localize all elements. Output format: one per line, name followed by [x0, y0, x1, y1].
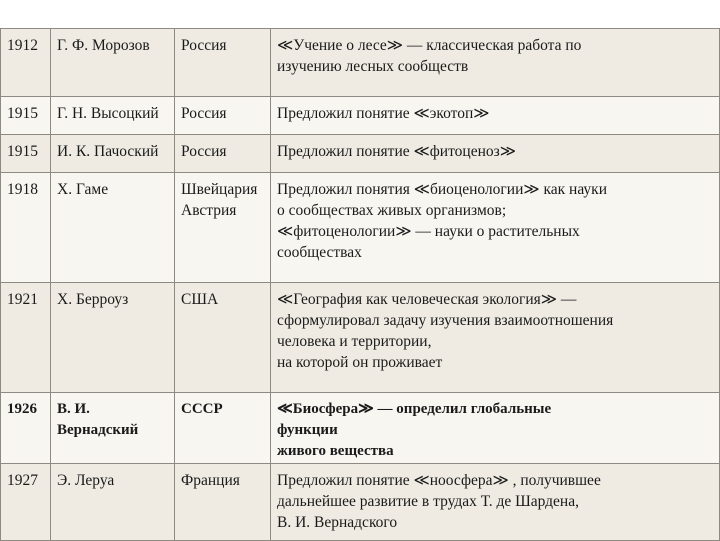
country-cell: Франция — [175, 464, 271, 541]
contribution-cell: ≪География как человеческая экология≫ — сформулировал задачу изучения взаимоотношения человека и территории, на которой он проживает — [271, 283, 720, 393]
country-cell: Россия — [175, 135, 271, 173]
contribution-cell: ≪Учение о лесе≫ — классическая работа по изучению лесных сообществ — [271, 29, 720, 97]
scientist-cell: Х. Гаме — [51, 173, 175, 283]
history-table — [0, 28, 720, 541]
scientist-cell: И. К. Пачоский — [51, 135, 175, 173]
year-cell: 1915 — [1, 97, 51, 135]
scientist-cell: Г. Ф. Морозов — [51, 29, 175, 97]
table-row — [1, 393, 720, 464]
contribution-cell: Предложил понятие ≪экотоп≫ — [271, 97, 720, 135]
table-row — [1, 135, 720, 173]
contribution-cell: Предложил понятие ≪фитоценоз≫ — [271, 135, 720, 173]
year-cell: 1926 — [1, 393, 51, 464]
year-cell: 1915 — [1, 135, 51, 173]
table-row — [1, 97, 720, 135]
table-row — [1, 464, 720, 541]
country-cell: СССР — [175, 393, 271, 464]
year-cell: 1927 — [1, 464, 51, 541]
country-cell: Россия — [175, 29, 271, 97]
scientist-cell: Г. Н. Высоцкий — [51, 97, 175, 135]
table-row — [1, 29, 720, 97]
country-cell: Швейцария Австрия — [175, 173, 271, 283]
table-row — [1, 283, 720, 393]
contribution-cell: ≪Биосфера≫ — определил глобальные функции живого вещества — [271, 393, 720, 464]
year-cell: 1912 — [1, 29, 51, 97]
year-cell: 1921 — [1, 283, 51, 393]
table-row — [1, 173, 720, 283]
scientist-cell: Э. Леруа — [51, 464, 175, 541]
country-cell: Россия — [175, 97, 271, 135]
contribution-cell: Предложил понятия ≪биоценологии≫ как науки о сообществах живых организмов; ≪фитоценологии≫ — науки о растительных сообществах — [271, 173, 720, 283]
country-cell: США — [175, 283, 271, 393]
year-cell: 1918 — [1, 173, 51, 283]
scientist-cell: В. И. Вернадский — [51, 393, 175, 464]
contribution-cell: Предложил понятие ≪ноосфера≫ , получившее дальнейшее развитие в трудах Т. де Шардена, В. И. Вернадского — [271, 464, 720, 541]
scientist-cell: Х. Берроуз — [51, 283, 175, 393]
